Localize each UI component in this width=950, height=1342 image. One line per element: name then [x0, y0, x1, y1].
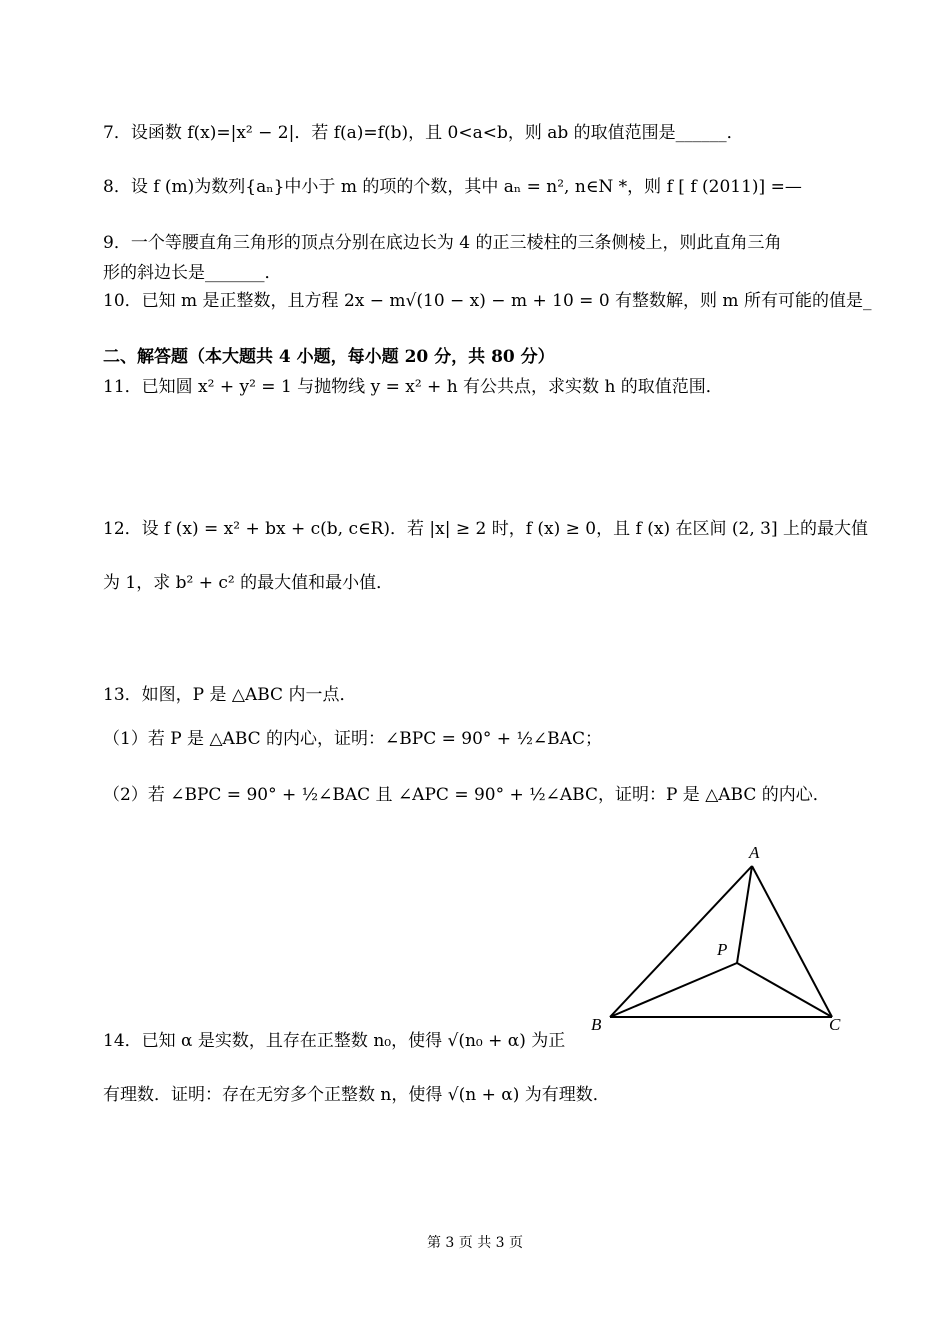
problem-9-line2: 形的斜边长是_______．	[103, 263, 282, 283]
problem-11: 11．已知圆 x² + y² = 1 与抛物线 y = x² + h 有公共点，求实数 h 的取值范围．	[103, 377, 723, 397]
problem-12-line2: 为 1，求 b² + c² 的最大值和最小值．	[103, 573, 394, 593]
problem-12-line1: 12．设 f (x) = x² + bx + c(b, c∈R)．若 |x| ≥ 2 时，f (x) ≥ 0，且 f (x) 在区间 (2, 3] 上的最大值	[103, 519, 868, 539]
problem-7: 7．设函数 f(x)=|x² − 2|．若 f(a)=f(b)，且 0<a<b，则 ab 的取值范围是______．	[103, 123, 744, 143]
problem-13-part2: （2）若 ∠BPC = 90° + ½∠BAC 且 ∠APC = 90° + ½∠ABC，证明：P 是 △ABC 的内心．	[103, 785, 830, 805]
problem-13-part1: （1）若 P 是 △ABC 的内心，证明：∠BPC = 90° + ½∠BAC；	[103, 729, 602, 749]
point-label-p: P	[717, 940, 728, 959]
vertex-label-a: A	[749, 843, 760, 862]
page-footer: 第 3 页 共 3 页	[426, 1235, 524, 1251]
problem-14-line1: 14．已知 α 是实数，且存在正整数 n₀，使得 √(n₀ + α) 为正	[103, 1031, 566, 1051]
segment-pb	[610, 963, 737, 1017]
problem-14-line2: 有理数．证明：存在无穷多个正整数 n，使得 √(n + α) 为有理数．	[103, 1085, 610, 1105]
edge-ab	[610, 866, 752, 1017]
section-2-heading: 二、解答题（本大题共 4 小题，每小题 20 分，共 80 分）	[103, 347, 555, 367]
problem-8: 8．设 f (m)为数列{aₙ}中小于 m 的项的个数，其中 aₙ = n², n∈N *，则 f [ f (2011)] =—	[103, 177, 802, 197]
vertex-label-c: C	[829, 1015, 841, 1034]
vertex-label-b: B	[591, 1015, 602, 1034]
problem-9-line1: 9．一个等腰直角三角形的顶点分别在底边长为 4 的正三棱柱的三条侧棱上，则此直角三角	[103, 233, 782, 253]
problem-13-intro: 13．如图，P 是 △ABC 内一点．	[103, 685, 357, 705]
problem-10: 10．已知 m 是正整数，且方程 2x − m√(10 − x) − m + 10 = 0 有整数解，则 m 所有可能的值是_	[103, 291, 872, 311]
